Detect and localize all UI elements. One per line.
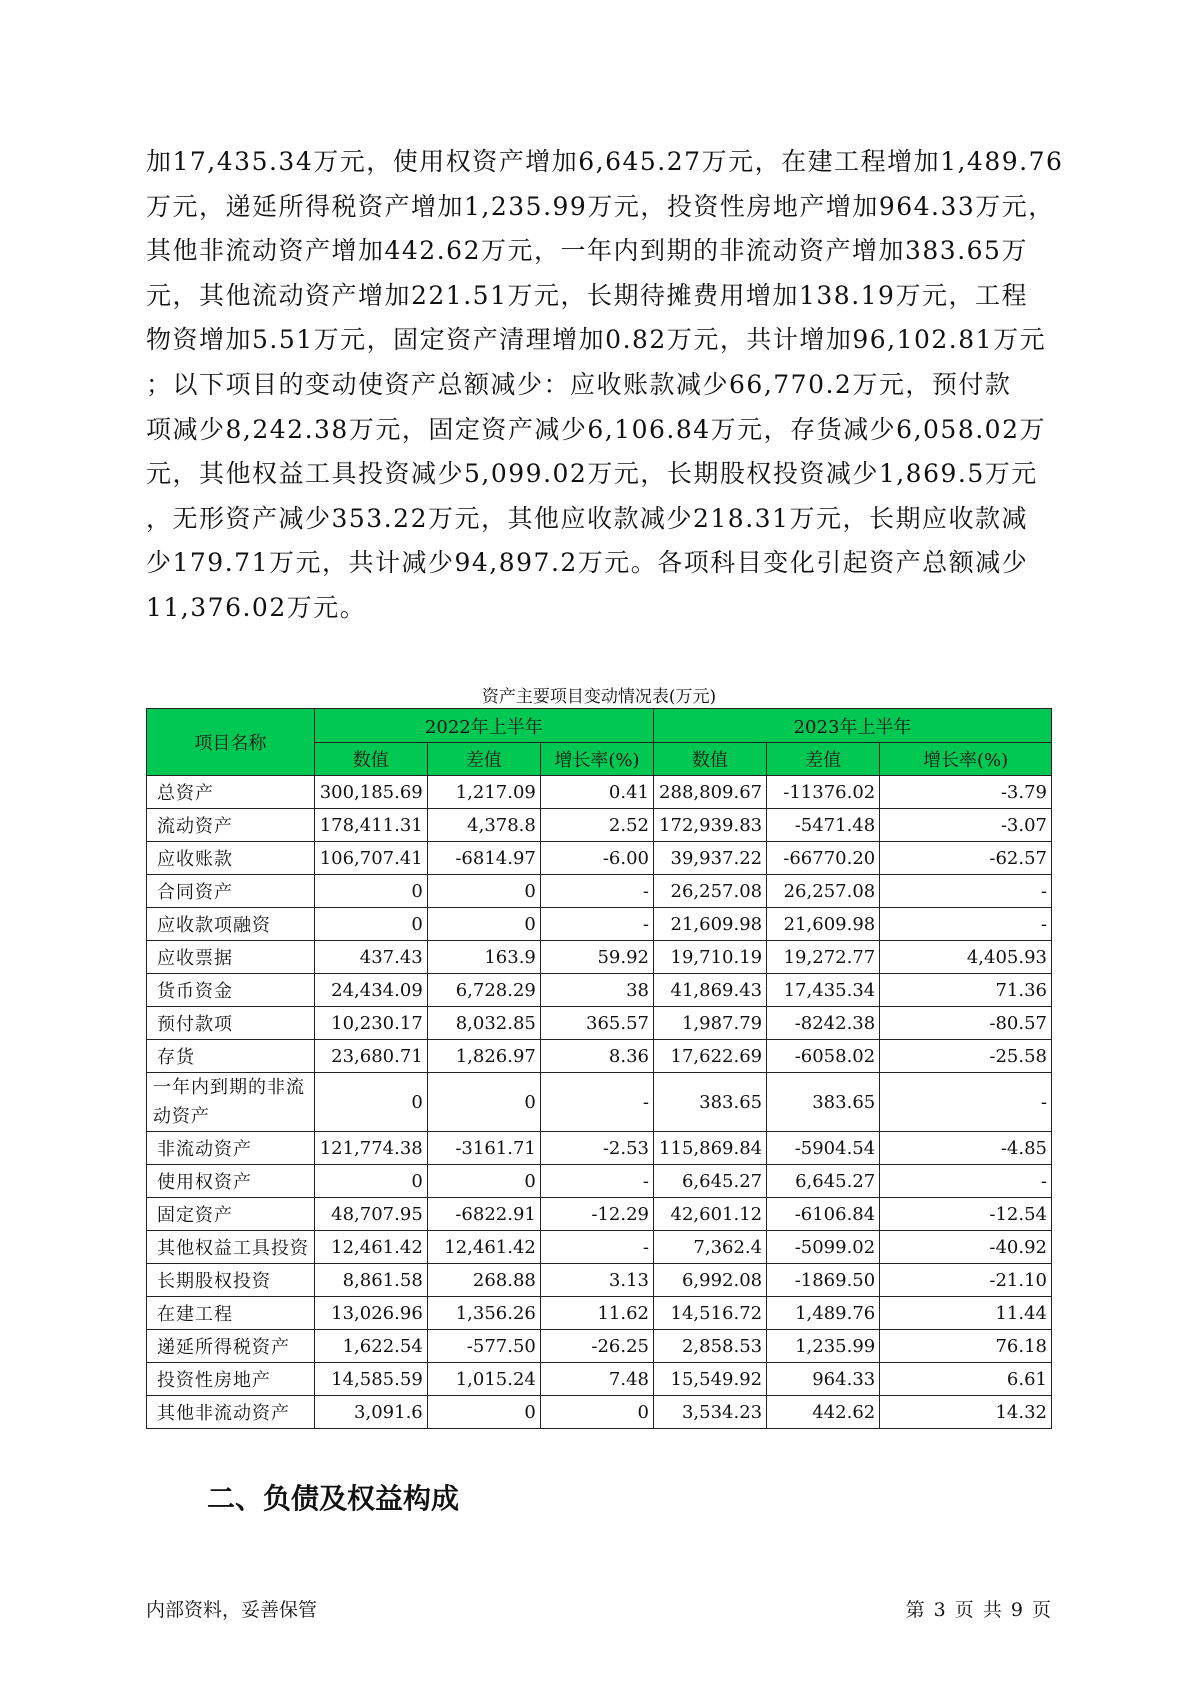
table-cell: -26.25: [540, 1330, 653, 1363]
table-cell: 0.41: [540, 776, 653, 809]
sub-header-diff-2022: 差值: [427, 743, 540, 776]
table-cell: 1,356.26: [427, 1297, 540, 1330]
table-cell: 41,869.43: [654, 974, 767, 1007]
table-cell: 19,272.77: [767, 941, 880, 974]
table-cell: 42,601.12: [654, 1198, 767, 1231]
table-cell: 59.92: [540, 941, 653, 974]
table-cell: 13,026.96: [314, 1297, 427, 1330]
table-cell: 12,461.42: [427, 1231, 540, 1264]
table-cell: -: [880, 1165, 1052, 1198]
table-cell: 19,710.19: [654, 941, 767, 974]
paragraph-line: 万元，递延所得税资产增加1,235.99万元，投资性房地产增加964.33万元，: [146, 191, 1055, 221]
table-cell: -: [540, 1231, 653, 1264]
table-cell: 0: [540, 1396, 653, 1429]
table-cell: 2,858.53: [654, 1330, 767, 1363]
table-row: [147, 1040, 1052, 1073]
table-cell: -3161.71: [427, 1132, 540, 1165]
table-cell: 8,032.85: [427, 1007, 540, 1040]
table-cell: 300,185.69: [314, 776, 427, 809]
footer-confidential-note: 内部资料，妥善保管: [146, 1599, 318, 1621]
table-cell: 4,378.8: [427, 809, 540, 842]
table-cell: 442.62: [767, 1396, 880, 1429]
table-cell: -: [540, 1073, 653, 1132]
sub-header-diff-2023: 差值: [767, 743, 880, 776]
table-cell: 365.57: [540, 1007, 653, 1040]
row-item-name: 货币资金: [147, 974, 315, 1007]
table-cell: 163.9: [427, 941, 540, 974]
row-item-name: 长期股权投资: [147, 1264, 315, 1297]
table-cell: 3.13: [540, 1264, 653, 1297]
table-cell: 12,461.42: [314, 1231, 427, 1264]
table-cell: 437.43: [314, 941, 427, 974]
table-cell: -25.58: [880, 1040, 1052, 1073]
table-cell: -1869.50: [767, 1264, 880, 1297]
paragraph-line: 物资增加5.51万元，固定资产清理增加0.82万元，共计增加96,102.81万元: [146, 325, 1047, 355]
table-row: [147, 1396, 1052, 1429]
table-cell: 1,489.76: [767, 1297, 880, 1330]
table-cell: 0: [427, 1165, 540, 1198]
table-cell: 172,939.83: [654, 809, 767, 842]
table-row: [147, 1363, 1052, 1396]
table-row: [147, 1231, 1052, 1264]
row-item-name: 应收票据: [147, 941, 315, 974]
paragraph-line: 元，其他流动资产增加221.51万元，长期待摊费用增加138.19万元，工程: [146, 280, 1028, 310]
row-item-name: 在建工程: [147, 1297, 315, 1330]
table-cell: 38: [540, 974, 653, 1007]
table-cell: -4.85: [880, 1132, 1052, 1165]
row-item-name: 存货: [147, 1040, 315, 1073]
table-cell: -12.29: [540, 1198, 653, 1231]
table-cell: 71.36: [880, 974, 1052, 1007]
table-cell: -6822.91: [427, 1198, 540, 1231]
table-cell: -: [540, 1165, 653, 1198]
table-cell: 7,362.4: [654, 1231, 767, 1264]
paragraph-line: 元，其他权益工具投资减少5,099.02万元，长期股权投资减少1,869.5万元: [146, 459, 1038, 489]
table-row: [147, 974, 1052, 1007]
row-item-name: 应收账款: [147, 842, 315, 875]
table-cell: 178,411.31: [314, 809, 427, 842]
table-row: [147, 842, 1052, 875]
table-row: [147, 875, 1052, 908]
table-cell: 76.18: [880, 1330, 1052, 1363]
table-row: [147, 776, 1052, 809]
table-cell: 8.36: [540, 1040, 653, 1073]
table-cell: 6,645.27: [767, 1165, 880, 1198]
body-paragraph: [146, 140, 1064, 631]
group-header-2022: 2022年上半年: [314, 709, 653, 743]
table-cell: -11376.02: [767, 776, 880, 809]
table-cell: 3,091.6: [314, 1396, 427, 1429]
asset-change-table: [146, 708, 1052, 1429]
paragraph-line: ；以下项目的变动使资产总额减少：应收账款减少66,770.2万元，预付款: [146, 369, 1012, 399]
sub-header-growth-2023: 增长率(%): [880, 743, 1052, 776]
table-cell: 1,217.09: [427, 776, 540, 809]
table-cell: 1,622.54: [314, 1330, 427, 1363]
table-cell: 0: [427, 1073, 540, 1132]
table-cell: 6.61: [880, 1363, 1052, 1396]
table-cell: 0: [427, 1396, 540, 1429]
table-cell: -6106.84: [767, 1198, 880, 1231]
table-row: [147, 1198, 1052, 1231]
table-cell: -5099.02: [767, 1231, 880, 1264]
sub-header-value-2022: 数值: [314, 743, 427, 776]
table-cell: -66770.20: [767, 842, 880, 875]
table-cell: 15,549.92: [654, 1363, 767, 1396]
row-item-name: 非流动资产: [147, 1132, 315, 1165]
table-cell: 964.33: [767, 1363, 880, 1396]
table-row: [147, 1264, 1052, 1297]
table-row: [147, 809, 1052, 842]
table-cell: 383.65: [654, 1073, 767, 1132]
table-cell: -3.07: [880, 809, 1052, 842]
table-cell: 10,230.17: [314, 1007, 427, 1040]
table-cell: 23,680.71: [314, 1040, 427, 1073]
table-cell: -3.79: [880, 776, 1052, 809]
table-cell: 24,434.09: [314, 974, 427, 1007]
table-cell: 14,516.72: [654, 1297, 767, 1330]
table-cell: -: [880, 1073, 1052, 1132]
table-cell: 0: [314, 1165, 427, 1198]
table-cell: 6,645.27: [654, 1165, 767, 1198]
table-row: [147, 908, 1052, 941]
table-cell: 6,728.29: [427, 974, 540, 1007]
table-row: [147, 1330, 1052, 1363]
table-cell: 3,534.23: [654, 1396, 767, 1429]
paragraph-line: 项减少8,242.38万元，固定资产减少6,106.84万元，存货减少6,058.02万: [146, 414, 1046, 444]
row-item-name: 其他非流动资产: [147, 1396, 315, 1429]
row-item-name: 预付款项: [147, 1007, 315, 1040]
table-cell: 11.62: [540, 1297, 653, 1330]
item-name-header: 项目名称: [147, 709, 315, 776]
table-cell: -6.00: [540, 842, 653, 875]
table-cell: 0: [314, 1073, 427, 1132]
table-cell: 21,609.98: [767, 908, 880, 941]
paragraph-line: ，无形资产减少353.22万元，其他应收款减少218.31万元，长期应收款减: [146, 503, 1028, 533]
table-cell: 6,992.08: [654, 1264, 767, 1297]
table-cell: -5904.54: [767, 1132, 880, 1165]
paragraph-line: 少179.71万元，共计减少94,897.2万元。各项科目变化引起资产总额减少: [146, 548, 1029, 578]
table-row: [147, 1297, 1052, 1330]
table-cell: -5471.48: [767, 809, 880, 842]
table-cell: 2.52: [540, 809, 653, 842]
table-row: [147, 1165, 1052, 1198]
table-cell: -: [880, 908, 1052, 941]
table-cell: -6058.02: [767, 1040, 880, 1073]
row-item-name: 应收款项融资: [147, 908, 315, 941]
table-cell: -8242.38: [767, 1007, 880, 1040]
paragraph-line: 加17,435.34万元，使用权资产增加6,645.27万元，在建工程增加1,489.76: [146, 147, 1064, 176]
section-heading: 二、负债及权益构成: [207, 1482, 460, 1515]
table-cell: -: [540, 908, 653, 941]
row-item-name: 使用权资产: [147, 1165, 315, 1198]
row-item-name: 总资产: [147, 776, 315, 809]
table-row: [147, 1132, 1052, 1165]
table-cell: 8,861.58: [314, 1264, 427, 1297]
paragraph-line: 其他非流动资产增加442.62万元，一年内到期的非流动资产增加383.65万: [146, 236, 1028, 266]
table-cell: 0: [427, 908, 540, 941]
row-item-name: 固定资产: [147, 1198, 315, 1231]
table-row: [147, 1073, 1052, 1132]
table-cell: -577.50: [427, 1330, 540, 1363]
table-caption: 资产主要项目变动情况表(万元): [481, 687, 717, 707]
table-cell: -21.10: [880, 1264, 1052, 1297]
table-row: [147, 1007, 1052, 1040]
table-cell: 1,826.97: [427, 1040, 540, 1073]
table-cell: 14.32: [880, 1396, 1052, 1429]
row-item-name: 投资性房地产: [147, 1363, 315, 1396]
table-cell: 11.44: [880, 1297, 1052, 1330]
table-cell: 0: [314, 875, 427, 908]
table-cell: -80.57: [880, 1007, 1052, 1040]
row-item-name: 一年内到期的非流动资产: [147, 1073, 315, 1132]
row-item-name: 合同资产: [147, 875, 315, 908]
row-item-name: 其他权益工具投资: [147, 1231, 315, 1264]
row-item-name: 递延所得税资产: [147, 1330, 315, 1363]
table-cell: -12.54: [880, 1198, 1052, 1231]
table-row: [147, 941, 1052, 974]
table-cell: 0: [314, 908, 427, 941]
group-header-2023: 2023年上半年: [654, 709, 1052, 743]
table-cell: -62.57: [880, 842, 1052, 875]
table-cell: 268.88: [427, 1264, 540, 1297]
sub-header-value-2023: 数值: [654, 743, 767, 776]
table-cell: 383.65: [767, 1073, 880, 1132]
table-cell: 17,435.34: [767, 974, 880, 1007]
sub-header-growth-2022: 增长率(%): [540, 743, 653, 776]
table-cell: 39,937.22: [654, 842, 767, 875]
row-item-name: 流动资产: [147, 809, 315, 842]
table-cell: 1,987.79: [654, 1007, 767, 1040]
table-cell: 14,585.59: [314, 1363, 427, 1396]
table-cell: 26,257.08: [767, 875, 880, 908]
table-cell: 115,869.84: [654, 1132, 767, 1165]
footer-page-number: 第 3 页 共 9 页: [905, 1599, 1051, 1621]
table-cell: 1,235.99: [767, 1330, 880, 1363]
table-cell: 17,622.69: [654, 1040, 767, 1073]
table-cell: -40.92: [880, 1231, 1052, 1264]
table-cell: 0: [427, 875, 540, 908]
table-cell: 7.48: [540, 1363, 653, 1396]
table-cell: 288,809.67: [654, 776, 767, 809]
table-cell: -: [540, 875, 653, 908]
table-cell: 106,707.41: [314, 842, 427, 875]
table-cell: 4,405.93: [880, 941, 1052, 974]
table-cell: 21,609.98: [654, 908, 767, 941]
table-cell: -2.53: [540, 1132, 653, 1165]
table-cell: 1,015.24: [427, 1363, 540, 1396]
table-cell: 26,257.08: [654, 875, 767, 908]
table-cell: 48,707.95: [314, 1198, 427, 1231]
table-cell: -: [880, 875, 1052, 908]
table-cell: 121,774.38: [314, 1132, 427, 1165]
table-cell: -6814.97: [427, 842, 540, 875]
paragraph-line: 11,376.02万元。: [146, 592, 367, 622]
